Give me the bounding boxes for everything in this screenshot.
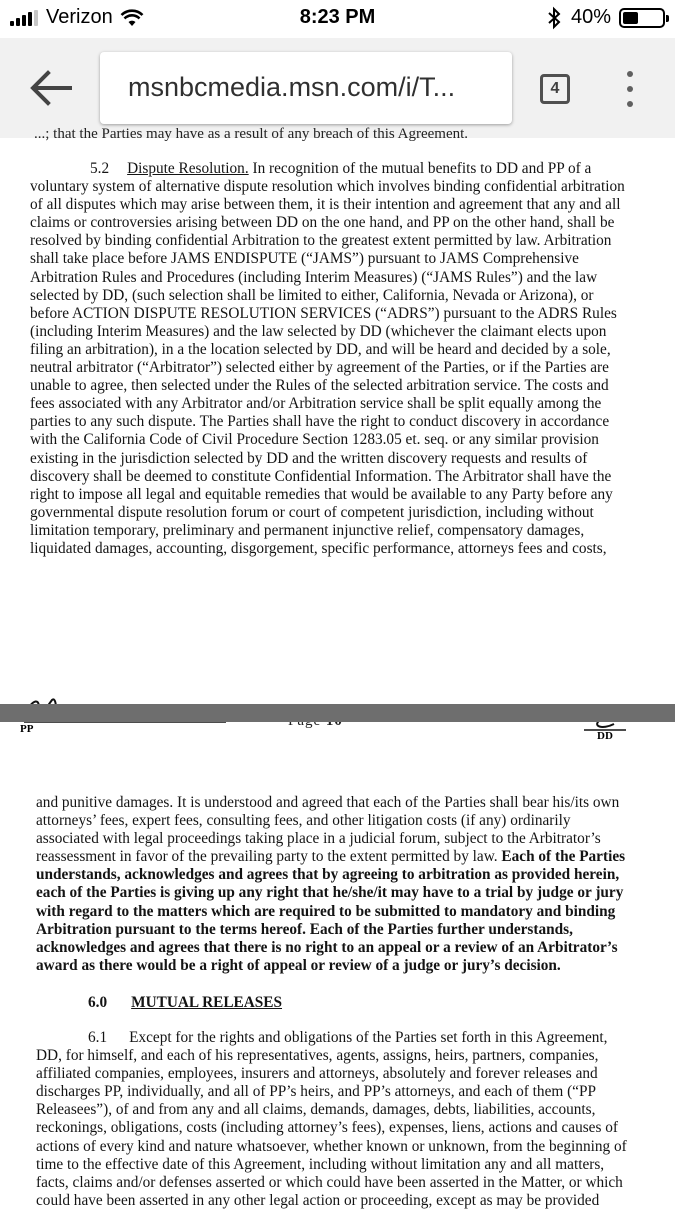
document-line: right to impose all legal and equitable remedies that would be available to any Party before any	[30, 485, 613, 503]
document-line: could have been asserted in any other legal action or proceeding, except as may be provided	[36, 1191, 600, 1209]
pdf-document	[0, 126, 675, 1209]
document-line: Releasees”), of and from any and all claims, demands, damages, debts, liabilities, accounts,	[36, 1101, 596, 1119]
status-bar	[0, 0, 675, 38]
document-line: with the California Code of Civil Procedure Section 1283.05 et. seq. or any similar provision	[30, 431, 599, 449]
document-line: before ACTION DISPUTE RESOLUTION SERVICES (“ADRS”) pursuant to the ADRS Rules	[30, 304, 617, 322]
document-line: Arbitration pursuant to the terms hereof. Each of the Parties further understands,	[36, 920, 573, 938]
document-line: and punitive damages. It is understood and agreed that each of the Parties shall bear his/its own	[36, 794, 620, 811]
document-line: liquidated damages, accounting, disgorgement, specific performance, attorneys fees and costs,	[30, 539, 607, 557]
document-line: fees associated with any Arbitrator and/or Arbitration service shall be split equally among the	[30, 395, 602, 413]
section-body	[30, 178, 625, 558]
document-line: attorneys’ fees, expert fees, consulting fees, and other litigation costs (if any) ordinarily	[36, 812, 571, 830]
document-line: affiliated companies, employees, insurers and attorneys, absolutely and forever releases and	[36, 1065, 598, 1083]
overflow-menu-icon[interactable]	[622, 71, 638, 107]
document-line: resolved by binding confidential Arbitration to the greatest extent permitted by law. Arbitration	[30, 232, 612, 250]
document-line: neutral arbitrator (“Arbitrator”) selected either by agreement of the Parties, or if the Parties are	[30, 359, 609, 377]
document-line: selected by DD, (such selection shall be limited to either, California, Nevada or Arizona), or	[30, 286, 594, 304]
document-line: understands, acknowledges and agrees that by agreeing to arbitration as provided herein,	[36, 866, 620, 884]
section-5-2-continued: and punitive damages. It is understood and agreed that each of the Parties shall bear his/its own attorneys’ fees, expert fees, consulting fees, and other litigation costs (if any) ordinarily associated with legal proceedings taking place in a judicial forum, subject to the Arbitrator’s reassessment in favor of the prevailing party to the extent permitted by law. Each of the Parties understands, acknowledges and agrees that by agreeing to arbitration as provided herein, each of the Parties is giving up any right that he/she/it may have to a trial by judge or jury with regard to the matters which are required to be submitted to mandatory and binding Arbitration pursuant to the terms hereof. Each of the Parties further understands, acknowledges and agrees that there is no right to an appeal or a review of an Arbitrator’s award as there would be a right of appeal or review of a judge or jury’s decision.	[36, 794, 626, 974]
document-line: associated with legal proceedings taking place in a judicial forum, subject to the Arbitrator’s	[36, 830, 601, 848]
document-line: unable to agree, then selected under the Rules of the selected arbitration service. The costs and	[30, 377, 609, 395]
clipped-text-line: ...; that the Parties may have as a result of any breach of this Agreement.	[34, 126, 469, 142]
initials-label-left: PP	[20, 723, 34, 735]
document-line: existing in the jurisdiction selected by DD and the written discovery requests and results of	[30, 449, 588, 467]
document-line: governmental dispute resolution forum or court of competent jurisdiction, including without	[30, 503, 594, 521]
document-line: acknowledges and agrees that there is no right to an appeal or a review of an Arbitrator’s	[36, 938, 618, 956]
section-heading: Dispute Resolution.	[127, 160, 249, 177]
document-line: of all disputes which may arise between them, it is their intention and agreement that any and all	[30, 196, 621, 214]
battery-level-fill	[623, 12, 638, 24]
section-6-0-heading: 6.0 MUTUAL RELEASES	[88, 994, 283, 1011]
address-bar[interactable]	[100, 52, 512, 124]
initials-label-right: DD	[597, 730, 613, 742]
document-line: claims or controversies arising between DD on the one hand, and PP on the other hand, shall be	[30, 214, 615, 232]
document-line: time to the effective date of this Agreement, including without limitation any and all matters,	[36, 1155, 605, 1173]
document-line: DD, for himself, and each of his representatives, agents, assigns, heirs, partners, companies,	[36, 1047, 599, 1065]
document-line: Arbitration Rules and Procedures (including Interim Measures) (“JAMS Rules”) and the law	[30, 268, 598, 286]
document-line: reckonings, obligations, costs (including attorney’s fees), expenses, liens, actions and causes of	[36, 1119, 618, 1137]
battery-icon	[619, 8, 665, 28]
url-text[interactable]: msnbcmedia.msn.com/i/T...	[128, 72, 456, 102]
document-line: with regard to the matters which are required to be submitted to mandatory and binding	[36, 902, 616, 920]
document-line: discharges PP, individually, and all of PP’s heirs, and PP’s attorneys, and each of them (“PP	[36, 1083, 596, 1101]
document-line: award as there would be a right of appeal or review of a judge or jury’s decision.	[36, 956, 561, 974]
page-divider	[0, 704, 675, 722]
document-line: limitation temporary, preliminary and permanent injunctive relief, compensatory damages,	[30, 521, 585, 539]
document-line: (including Interim Measures) and the law selected by DD (whichever the claimant elects upon	[30, 322, 607, 340]
document-line: filing an arbitration), in a the location selected by DD, and will be heard and decided by a sole,	[30, 340, 611, 358]
carrier-name: Verizon	[46, 6, 113, 28]
document-line: discovery shall be deemed to constitute Confidential Information. The Arbitrator shall have the	[30, 467, 612, 485]
battery-percent: 40%	[570, 6, 611, 28]
back-arrow-icon[interactable]	[28, 68, 72, 108]
browser-toolbar	[0, 38, 675, 138]
section-5-2: 5.2 Dispute Resolution. In recognition of the mutual benefits to DD and PP of a voluntary system of alternative dispute resolution which involves binding confidential arbitration of all disputes which may arise between them, it is their intention and agreement that any and all claims or controversies arising between DD on the one hand, and PP on the other hand, shall be resolved by binding confidential Arbitration to the greatest extent permitted by law. Arbitration shall take place before JAMS ENDISPUTE (“JAMS”) pursuant to JAMS Comprehensive Arbitration Rules and Procedures (including Interim Measures) (“JAMS Rules”) and the law selected by DD, (such selection shall be limited to either, California, Nevada or Arizona), or before ACTION DISPUTE RESOLUTION SERVICES (“ADRS”) pursuant to the ADRS Rules (including Interim Measures) and the law selected by DD (whichever the claimant elects upon filing an arbitration), in a the location selected by DD, and will be heard and decided by a sole, neutral arbitrator (“Arbitrator”) selected either by agreement of the Parties, or if the Parties are unable to agree, then selected under the Rules of the selected arbitration service. The costs and fees associated with any Arbitrator and/or Arbitration service shall be split equally among the parties to any such dispute. The Parties shall have the right to conduct discovery in accordance with the California Code of Civil Procedure Section 1283.05 et. seq. or any similar provision existing in the jurisdiction selected by DD and the written discovery requests and results of discovery shall be deemed to constitute Confidential Information. The Arbitrator shall have the right to impose all legal and equitable remedies that would be available to any Party before any governmental dispute resolution forum or court of competent jurisdiction, including without limitation temporary, preliminary and permanent injunctive relief, compensatory damages, liquidated damages, accounting, disgorgement, specific performance, attorneys fees and costs,	[30, 160, 625, 557]
document-line: voluntary system of alternative dispute resolution which involves binding confidential arbitration	[30, 178, 625, 196]
bluetooth-icon	[547, 8, 561, 28]
tab-switcher-button[interactable]: 4	[540, 74, 570, 104]
document-line: each of the Parties is giving up any right that he/she/it may have to a trial by judge or jury	[36, 884, 624, 902]
document-line: facts, claims and/or defenses asserted or which could have been asserted in the Matter, or which	[36, 1173, 623, 1191]
clock: 8:23 PM	[299, 6, 376, 28]
section-6-1: 6.1 Except for the rights and obligations of the Parties set forth in this Agreement, DD, for himself, and each of his representatives, agents, assigns, heirs, partners, companies, affiliated companies, employees, insurers and attorneys, absolutely and forever releases and discharges PP, individually, and all of PP’s heirs, and PP’s attorneys, and each of them (“PP Releasees”), of and from any and all claims, demands, damages, debts, liabilities, accounts, reckonings, obligations, costs (including attorney’s fees), expenses, liens, actions and causes of actions of every kind and nature whatsoever, whether known or unknown, from the beginning of time to the effective date of this Agreement, including without limitation any and all matters, facts, claims and/or defenses asserted or which could have been asserted in the Matter, or which could have been asserted in any other legal action or proceeding, except as may be provided	[36, 1029, 627, 1209]
document-line: shall take place before JAMS ENDISPUTE (“JAMS”) pursuant to JAMS Comprehensive	[30, 250, 579, 268]
document-line: parties to any such dispute. The Parties shall have the right to conduct discovery in accordance	[30, 413, 610, 431]
section-number: 5.2	[90, 160, 110, 177]
document-line: actions of every kind and nature whatsoever, whether known or unknown, from the beginning of	[36, 1137, 627, 1155]
